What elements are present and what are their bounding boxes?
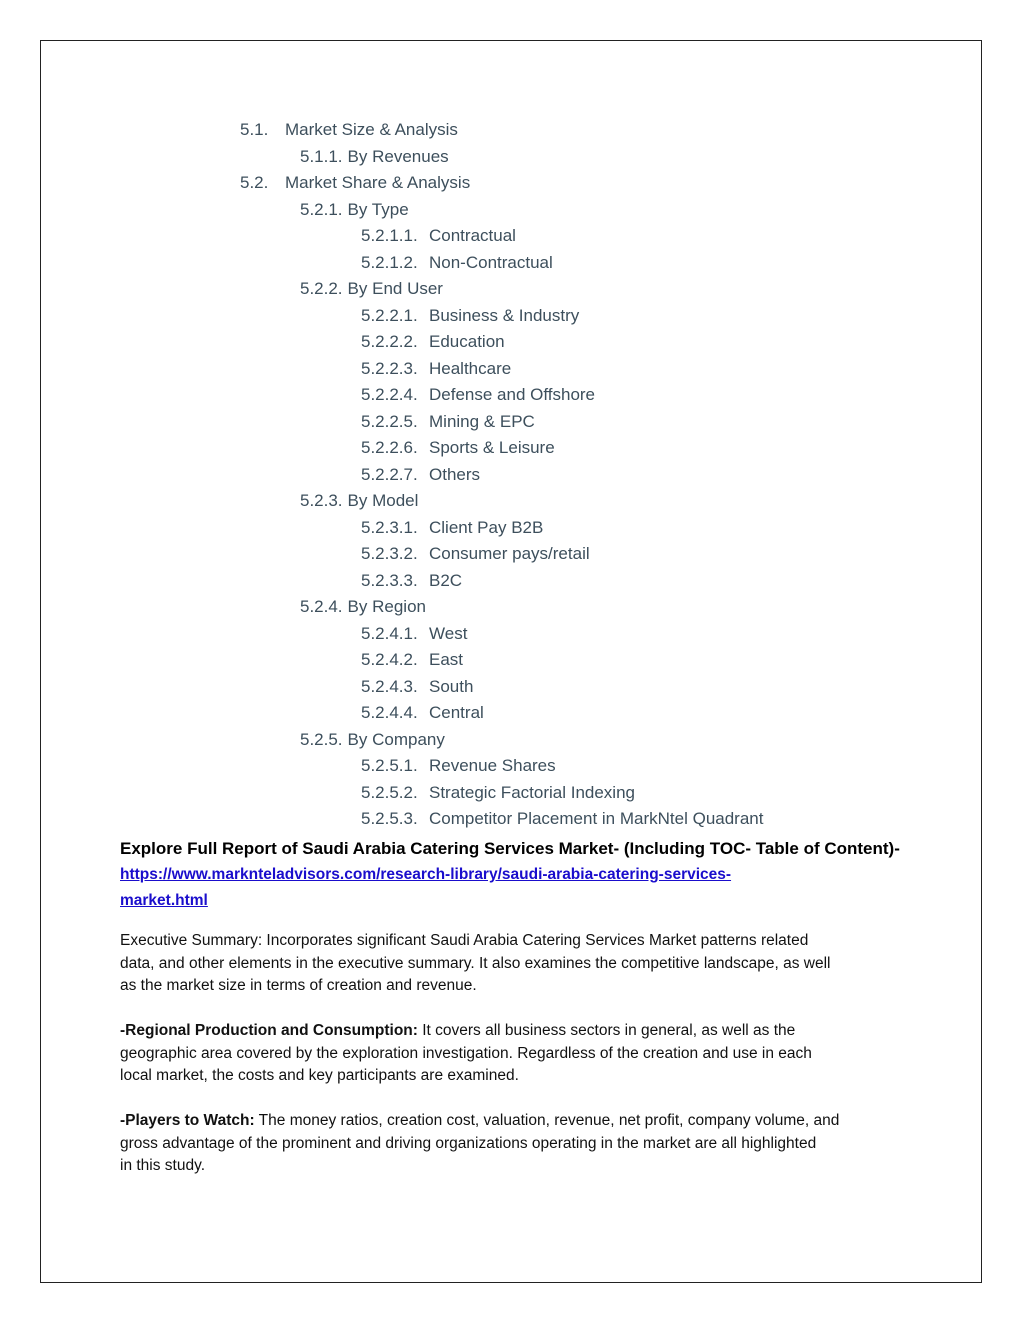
text-line: geographic area covered by the exploration investigation. Regardless of the creation and use in each <box>120 1044 812 1062</box>
toc-entry <box>361 411 535 433</box>
toc-entry-label: Client Pay B2B <box>429 517 544 537</box>
toc-entry-label: By Model <box>347 491 419 510</box>
toc-entry <box>361 676 473 698</box>
toc-entry-label: B2C <box>429 570 463 590</box>
toc-entry <box>361 225 516 247</box>
toc-entry <box>361 305 579 327</box>
paragraph-lead: -Players to Watch: <box>120 1112 255 1129</box>
toc-entry-number: 5.2.4. <box>300 597 343 616</box>
toc-entry <box>361 543 590 565</box>
toc-entry-label: Revenue Shares <box>429 756 556 775</box>
toc-entry-label: By Revenues <box>347 146 449 166</box>
toc-entry-label: Market Share & Analysis <box>285 173 471 192</box>
toc-entry <box>361 464 480 486</box>
toc-entry-label: Competitor Placement in MarkNtel Quadrant <box>429 809 764 828</box>
text-run: It covers all business sectors in general, as well as the <box>417 1022 796 1039</box>
toc-entry-number: 5.2.4.1. <box>361 623 418 643</box>
toc-entry <box>300 490 418 512</box>
toc-entry-number: 5.2.2.4. <box>361 385 418 404</box>
toc-entry-label: Central <box>429 703 484 722</box>
report-link[interactable] <box>120 866 731 909</box>
toc-entry-number: 5.2.5.3. <box>361 809 418 828</box>
text-line: in this study. <box>120 1157 206 1174</box>
toc-entry-label: By Type <box>347 199 409 219</box>
toc-entry <box>361 437 555 459</box>
toc-entry <box>361 755 556 777</box>
explore-heading: Explore Full Report of Saudi Arabia Catering Services Market- (Including TOC- Table of Content)- <box>120 839 900 858</box>
toc-entry-label: Others <box>429 464 481 484</box>
executive-summary-paragraph <box>120 930 910 998</box>
toc-entry <box>300 729 445 751</box>
toc-entry <box>361 252 553 274</box>
toc-entry-number: 5.2.2.5. <box>361 411 418 431</box>
explore-report-block <box>120 836 910 913</box>
toc-entry <box>361 358 511 380</box>
toc-entry-number: 5.2.2.3. <box>361 358 418 378</box>
toc-entry <box>361 782 635 804</box>
toc-entry <box>300 199 409 221</box>
toc-entry-label: Mining & EPC <box>429 411 535 431</box>
toc-entry-number: 5.1.1. <box>300 146 343 166</box>
toc-entry-label: Consumer pays/retail <box>429 544 590 563</box>
toc-entry-label: Education <box>429 332 505 351</box>
text-run: The money ratios, creation cost, valuation, revenue, net profit, company volume, and <box>254 1112 840 1129</box>
toc-entry-number: 5.2.2.6. <box>361 438 418 457</box>
players-to-watch-paragraph <box>120 1110 910 1178</box>
toc-entry-label: Market Size & Analysis <box>285 120 458 139</box>
toc-entry <box>361 384 595 406</box>
toc-entry-number: 5.2.5.1. <box>361 756 418 775</box>
toc-entry-number: 5.2.5.2. <box>361 782 418 802</box>
toc-entry <box>300 596 426 618</box>
toc-entry-number: 5.2.3.2. <box>361 544 418 563</box>
text-line: local market, the costs and key participants are examined. <box>120 1067 519 1084</box>
toc-entry <box>361 623 467 645</box>
toc-entry-label: Strategic Factorial Indexing <box>429 782 635 802</box>
toc-entry-number: 5.2.3.3. <box>361 570 418 590</box>
toc-entry-number: 5.2.3. <box>300 491 343 510</box>
toc-entry-number: 5.2.4.4. <box>361 703 418 722</box>
toc-entry-label: By Company <box>347 729 445 749</box>
text-line: as the market size in terms of creation and revenue. <box>120 977 477 994</box>
text-line <box>120 1110 910 1133</box>
text-line: Executive Summary: Incorporates significant Saudi Arabia Catering Services Market patterns related <box>120 932 809 949</box>
toc-entry-label: Healthcare <box>429 358 512 378</box>
toc-entry-number: 5.2.5. <box>300 729 343 749</box>
toc-entry-number: 5.2.4.3. <box>361 676 418 696</box>
toc-entry-number: 5.1. <box>240 120 269 139</box>
toc-entry-label: By Region <box>347 597 426 616</box>
toc-entry <box>300 146 449 168</box>
toc-entry-label: Non-Contractual <box>429 252 553 272</box>
report-link-line1: https://www.marknteladvisors.com/research-library/saudi-arabia-catering-services- <box>120 866 732 883</box>
toc-entry <box>361 331 505 353</box>
toc-entry-number: 5.2.2.7. <box>361 464 418 484</box>
text-line <box>120 1020 910 1043</box>
text-line: data, and other elements in the executive summary. It also examines the competitive landscape, as well <box>120 954 831 972</box>
toc-entry-label: East <box>429 650 464 669</box>
toc-entry-label: South <box>429 676 474 696</box>
toc-entry-label: Contractual <box>429 226 516 245</box>
toc-entry <box>361 808 763 830</box>
toc-entry <box>361 702 484 724</box>
toc-entry <box>361 517 543 539</box>
toc-entry-number: 5.2. <box>240 173 269 192</box>
toc-entry-label: By End User <box>347 279 443 298</box>
toc-entry <box>240 172 470 194</box>
toc-entry-label: Defense and Offshore <box>429 385 596 404</box>
toc-entry <box>300 278 443 300</box>
report-link-line2: market.html <box>120 892 208 909</box>
toc-entry-number: 5.2.1.2. <box>361 252 418 272</box>
toc-entry-number: 5.2.4.2. <box>361 650 418 669</box>
toc-entry-number: 5.2.2. <box>300 279 343 298</box>
paragraph-lead: -Regional Production and Consumption: <box>120 1022 418 1039</box>
toc-entry <box>361 570 462 592</box>
toc-entry <box>240 119 458 141</box>
toc-entry <box>361 649 463 671</box>
toc-entry-number: 5.2.1. <box>300 199 343 219</box>
toc-entry-label: West <box>429 623 468 643</box>
toc-entry-number: 5.2.3.1. <box>361 517 418 537</box>
text-line: gross advantage of the prominent and driving organizations operating in the market are all highlighted <box>120 1134 817 1152</box>
toc-entry-label: Business & Industry <box>429 305 580 325</box>
toc-entry-number: 5.2.2.2. <box>361 332 418 351</box>
regional-production-paragraph <box>120 1020 910 1088</box>
toc-entry-label: Sports & Leisure <box>429 438 555 457</box>
toc-entry-number: 5.2.2.1. <box>361 305 418 325</box>
toc-entry-number: 5.2.1.1. <box>361 226 418 245</box>
